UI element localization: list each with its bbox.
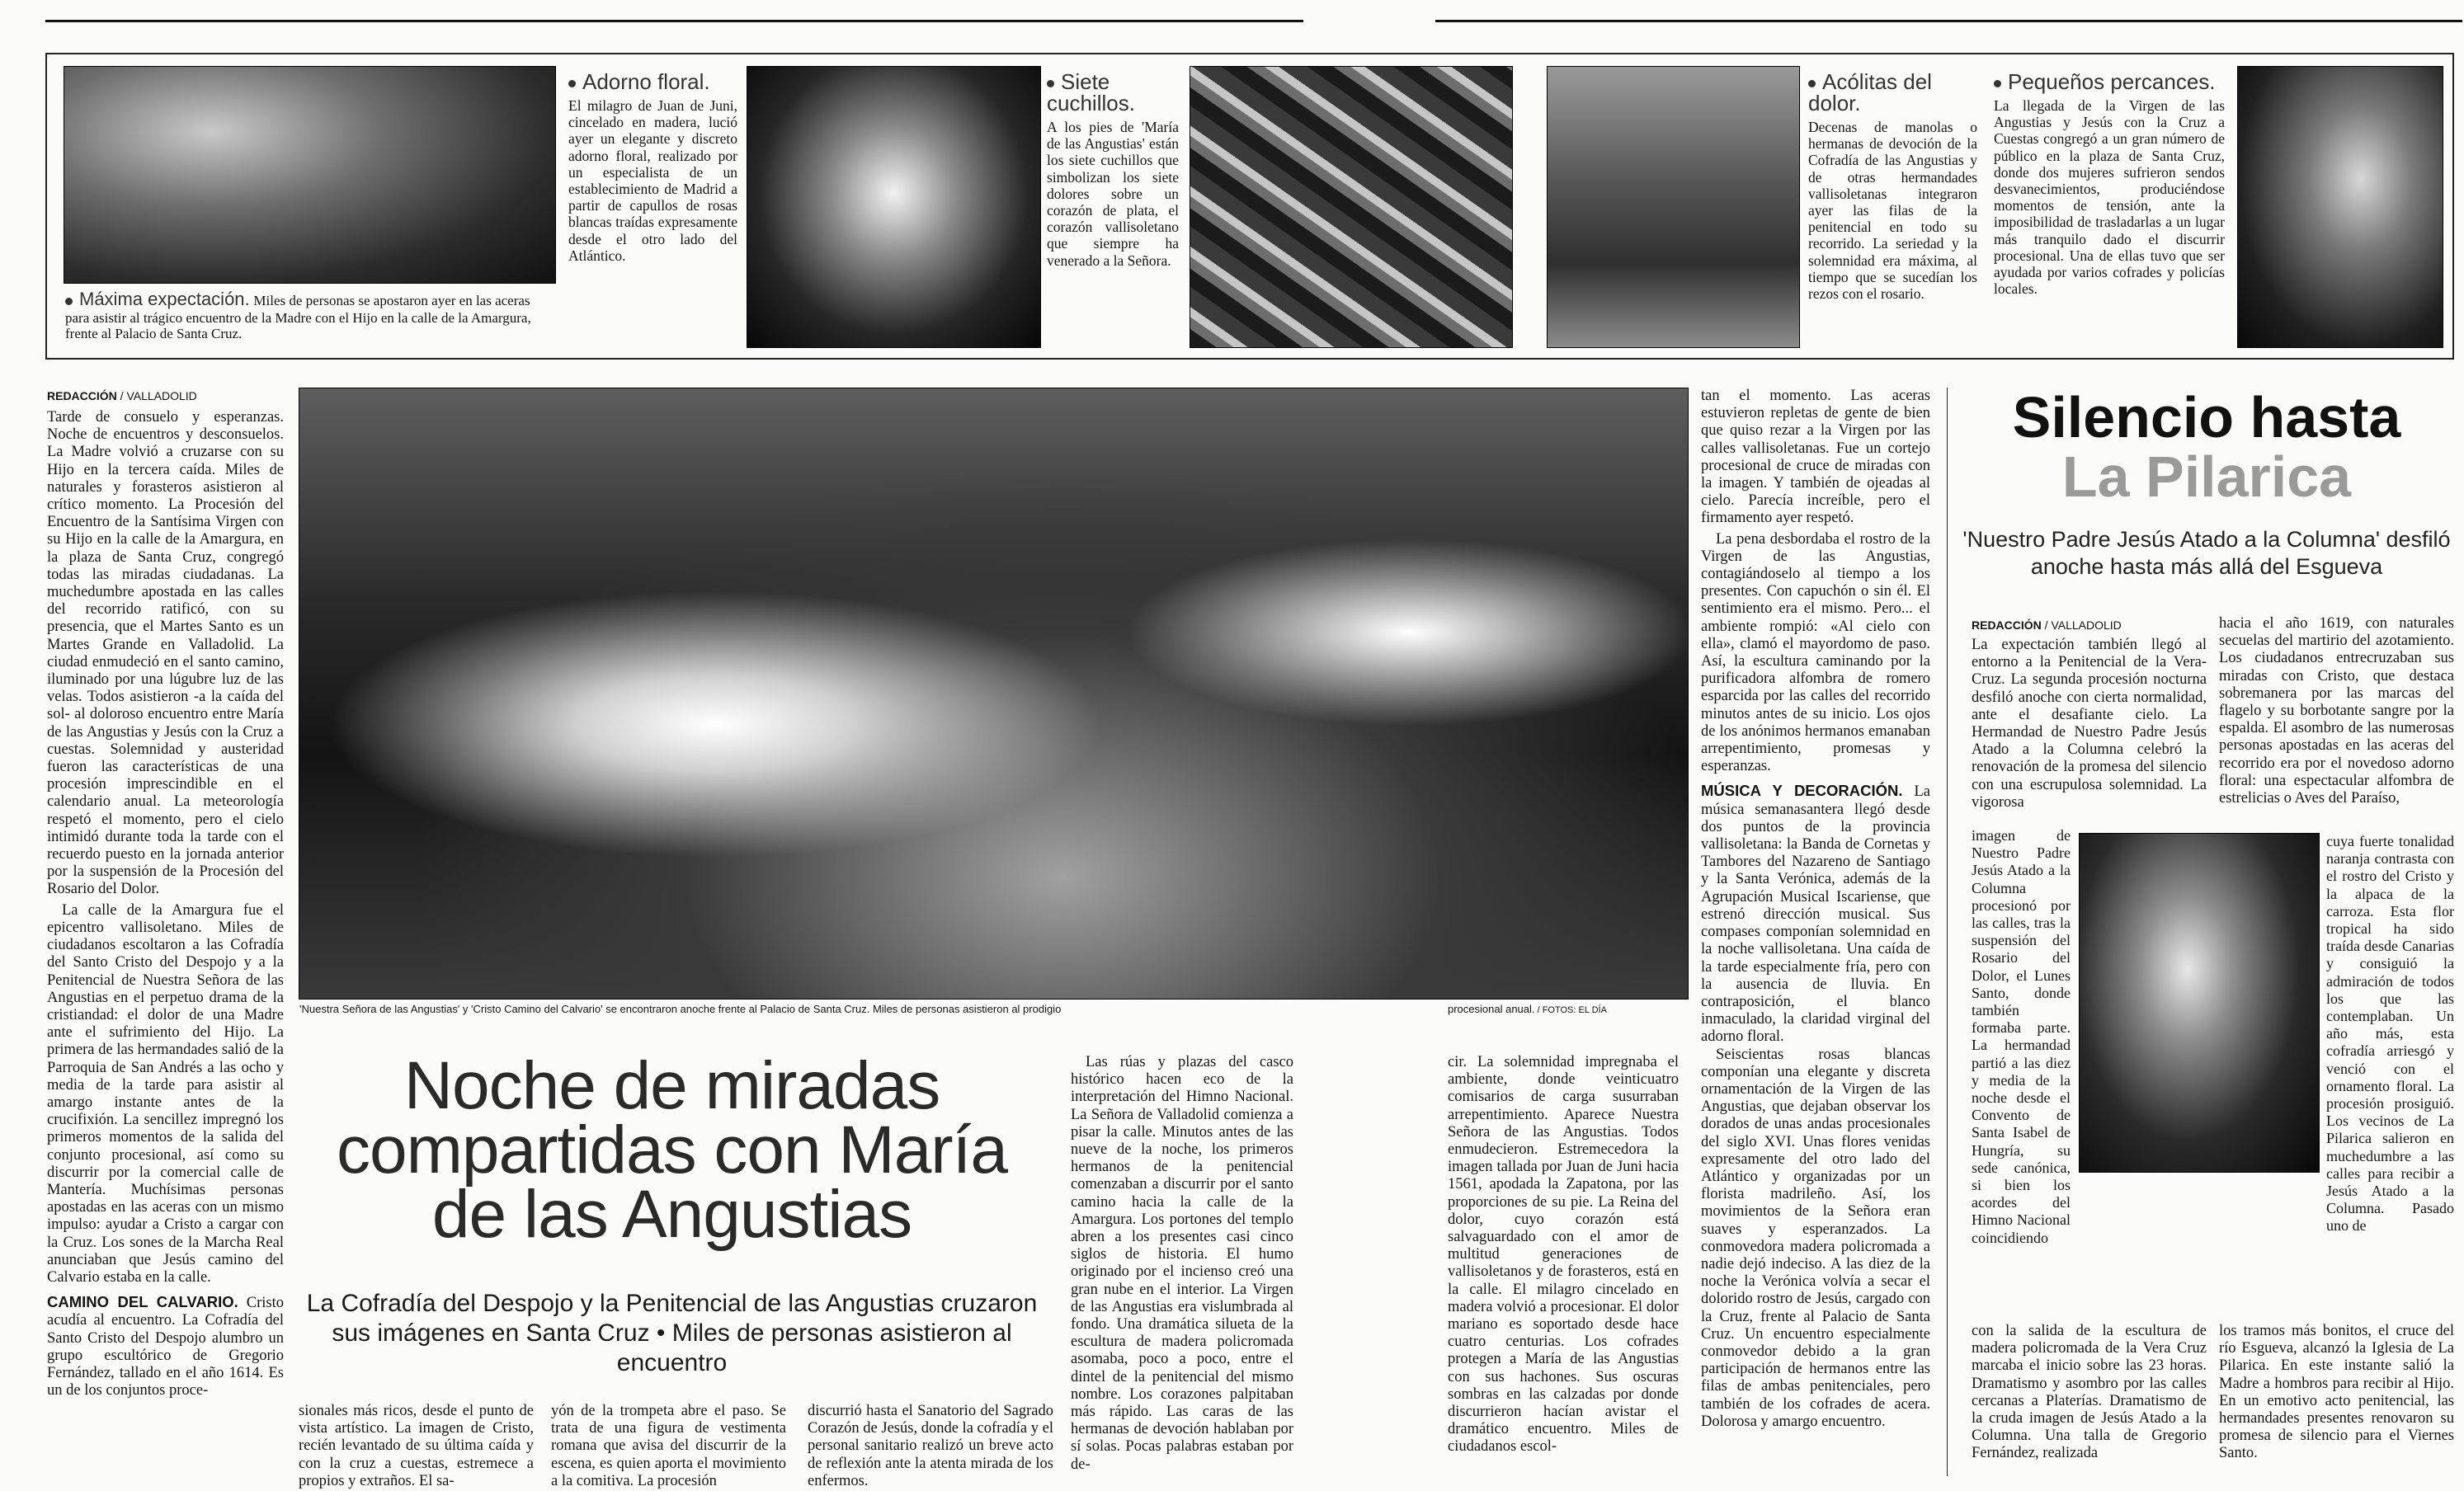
side-col2-bottom: los tramos más bonitos, el cruce del río Esgueva, alcanzó la Iglesia de La Pilarica. En este instante salió la Madre a hombros para recibir al Hijo. En un emotivo acto penitencial, las hermandades presentes renovaron su promesa de silencio para el Viernes Santo. [2219,1323,2454,1462]
main-photo [299,388,1689,999]
police-photo [2237,66,2443,348]
main-subheadline: La Cofradía del Despojo y la Penitencial de las Angustias cruzaron sus imágenes en Santa Cruz • Miles de personas asistieron al encuentro [306,1290,1038,1376]
main-col5-musica: MÚSICA Y DECORACIÓN. La música semanasantera llegó desde dos puntos de la provincia vallisoletana: la Banda de Cornetas y Tambores del Nazareno de Santiago y la Santa Verónica, además de la Agrupación Musical Iscariense, que estrenó dirección musical. Sus compases componían solemnidad en la noche vallisoletana. Una caída de la tarde especialmente fría, pero con la ausencia de lluvia. En contraposición, el blanco inmaculado, la claridad virginal del adorno floral. [1701,782,1931,1046]
photo-strip [45,53,2454,360]
main-col-mid-a: Las rúas y plazas del casco histórico hacen eco de la interpretación del Himno Nacional. La Señora de Valladolid comienza a pisar la calle. Minutos antes de las nueve de la noche, los primeros hermanos de la penitencial comenzaban a discurrir por el santo camino hacia la calle de la Amargura. Los portones del templo abren a los presentes casi cinco siglos de historia. El humo originado por el incienso creó una gran nube en el interior. La Virgen de las Angustias era vislumbrada al fondo. Una dramática silueta de la escultura de madera policromada asomaba, poco a poco, entre el dintel de la penitencial del mismo nombre. Los corazones palpitaban más rápido. Las caras de las hermanas de devoción hablaban por sí solas. Pocas palabras estaban por de- [1071,1054,1293,1473]
bullet-icon [1047,80,1054,87]
adorno-text: El milagro de Juan de Juni, cincelado en madera, lució ayer un elegante y discreto adorno floral, realizado por un especialista de un establecimiento de Madrid a partir de capullos de rosas blancas traídas expresamente desde el otro lado del Atlántico. [568,97,737,264]
main-col-mid [1071,1054,1293,1474]
knives-photo [1190,66,1513,348]
percances-title: Pequeños percances. [1994,71,2225,92]
percances-text: La llegada de la Virgen de las Angustias y Jesús con la Cruz a Cuestas congregó a un gran número de público en la plaza de Santa Cruz, donde dos mujeres sufrieron sendos desvanecimientos, produciéndose momentos de tensión, ante la imposibilidad de trasladarlas a un lugar más tranquilo dado el discurrir procesional. Una de ellas tuvo que ser ayudada por varios cofrades y policías locales. [1994,97,2225,298]
main-bottom-col1: sionales más ricos, desde el punto de vista artístico. La imagen de Cristo, recién levantado de su última caída y con la cruz a cuestas, estremece a propios y extraños. El sa- [299,1403,534,1489]
side-col1 [1972,637,2207,811]
side-title-line1: Silencio hasta [2012,385,2401,449]
siete-text: A los pies de 'María de las Angustias' están los siete cuchillos que simbolizan los siete dolores sobre un corazón de plata, el corazón vallisoletano que siempre ha venerado a la Señora. [1047,119,1179,269]
side-col1-top: La expectación también llegó al entorno a la Penitencial de la Vera-Cruz. La segunda procesión nocturna desfiló anoche con cierta normalidad, ante el desafiante cielo. La Hermandad de Nuestro Padre Jesús Atado a la Columna celebró la renovación de la promesa del silencio con una escrupulosa solemnidad. La vigorosa [1972,637,2207,811]
top-rule-left [45,20,1303,22]
crowd-caption [65,289,556,341]
top-rule-right [1435,20,2462,22]
main-col1-p2: La calle de la Amargura fue el epicentro vallisoletano. Miles de ciudadanos escoltaron a las Cofradía del Santo Cristo del Despojo y a la Penitencial de Nuestra Señora de las Angustias en el perpetuo drama de la cristiandad: el dolor de una Madre ante el sufrimiento del Hijo. La primera de las hermandades salió de la Parroquia de San Andrés a las ocho y media de la tarde para asistir al amargo instante antes de la crucifixión. La sencillez impregnó los primeros momentos de la salida del conjunto procesional, así como su discurrir por la comercial calle de Mantería. Muchísimas personas apostadas en las aceras con un mismo impulso: ayudar a Cristo a cargar con la Cruz. Los sones de la Marcha Real anunciaban que Jesús camino del Calvario estaba en la calle. [47,901,284,1286]
main-col1-p3: CAMINO DEL CALVARIO. Cristo acudía al encuentro. La Cofradía del Santo Cristo del Despojo alumbro un grupo escultórico de Gregorio Fernández, tallado en el año 1614. Es un de los conjuntos proce- [47,1293,284,1399]
main-bottom-col2: yón de la trompeta abre el paso. Se trata de una figura de vestimenta romana que avisa del discurrir de la escena, es quien aporta el movimiento a la comitiva. La procesión [551,1403,786,1489]
crowd-photo [64,66,556,284]
crowd-caption-title: Máxima expectación. [79,289,250,309]
bullet-icon [1994,80,2001,87]
photo-credit: / FOTOS: EL DÍA [1534,1005,1607,1015]
acolitas-title: Acólitas del dolor. [1808,69,1932,115]
bullet-icon [1808,80,1816,87]
acolitas-photo [1547,66,1800,348]
side-subtitle: 'Nuestro Padre Jesús Atado a la Columna' desfiló anoche hasta más allá del Esgueva [1962,527,2451,579]
virgin-photo [747,66,1041,348]
side-title-line2: La Pilarica [2061,444,2352,509]
bullet-icon [65,298,73,305]
side-photo [2079,833,2320,1173]
adorno-title: Adorno floral. [568,71,737,92]
side-col2-top: hacia el año 1619, con naturales secuelas del martirio del azotamiento. Los ciudadanos entrecruzaban sus miradas con Cristo, que destaca sobremanera por las marcas del flagelo y su borbotante sangre por la espalda. El asombro de las numerosas personas apostadas en las aceras del recorrido era por el novedoso adorno floral: una espectacular alfombra de estrelicias o Aves del Paraíso, [2219,615,2454,807]
acolitas-text: Decenas de manolas o hermanas de devoción de la Cofradía de las Angustias y de otras hermandades vallisoletanas integraron ayer las filas de la penitencial en todo su recorrido. La seriedad y la solemnidad era máxima, al tiempo que se sucedían los rezos con el rosario. [1808,119,1977,303]
main-col5-c: Seiscientas rosas blancas componían una elegante y discreta ornamentación de la Virgen de las Angustias, que dejaban observar los dorados de unas andas procesionales del siglo XVI. Unas flores venidas expresamente del otro lado del Atlántico y organizadas por un florista madrileño. Así, los movimientos de la Señora eran suaves y esperanzados. La conmovedora madera policromada a nadie dejó indeciso. A las diez de la noche la Verónica volvía a secar el dolorido rostro de Jesús, cargado con la Cruz, frente al Palacio de Santa Cruz. Un encuentro especialmente conmovedor debido a la gran participación de hermanos entre las filas de ambas penitenciales, pero también de los cofrades de acera. Dolorosa y amargo encuentro. [1701,1046,1930,1430]
adorno-block [568,71,737,264]
side-article [1959,385,2454,581]
main-byline: REDACCIÓN / VALLADOLID [47,389,197,402]
side-narrow-col: imagen de Nuestro Padre Jesús Atado a la Columna procesionó por las calles, tras la suspensión del Rosario del Dolor, el Lunes Santo, donde también formaba parte. La hermandad partió a las diez y media de la noche desde el Convento de Santa Isabel de Hungría, su sede canónica, si bien los acordes del Himno Nacional coincidiendo [1972,827,2071,1246]
main-col4 [1448,1054,1679,1456]
main-col-mid-b: discurrió hasta el Sanatorio del Sagrado Corazón de Jesús, donde la cofradía y el personal sanitario realizó un breve acto de reflexión ante la atenta mirada de los enfermos. [808,1403,1053,1489]
main-col4-bottom: cir. La solemnidad impregnaba el ambiente, donde veinticuatro comisarios de carga susurraban arrepentimiento. Aparece Nuestra Señora de las Angustias. Todos enmudecieron. Estremecedora la imagen tallada por Juan de Juni hacia 1561, apodada la Zapatona, por las proporciones de su pie. La Reina del dolor, cuyo corazón está salvaguardado con el amor de multitud generaciones de vallisoletanos y de forasteros, está en la calle. El milagro cincelado en madera volvió a procesionar. El dolor mariano es soportado desde hace cuatro centurias. Los cofrades protegen a María de las Angustias con sus hachones. Sus oscuras sombras en las calzadas por donde discurrieron hacían avistar el dramático encuentro. Miles de ciudadanos escol- [1448,1054,1679,1456]
main-photo-caption: 'Nuestra Señora de las Angustias' y 'Cristo Camino del Calvario' se encontraron anoche frente al Palacio de Santa Cruz. Miles de personas asistieron al prodigio [299,1003,1062,1015]
main-col5 [1701,388,1930,1431]
percances-block [1994,71,2225,297]
bullet-icon [568,80,576,87]
main-col5-p2: La pena desbordaba el rostro de la Virgen de las Angustias, contagiándoselo al tiempo a los presentes. Con capuchón o sin él. El sentimiento era el mismo. Pero... el ambiente rompió: «Al cielo con ella», clamó el mayordomo de paso. Así, la escultura caminando por la purificadora alfombra de romero esparcida por las calles del recorrido minutos antes de su inicio. Los ojos de los anónimos hermanos emanaban arrepentimiento, promesas y esperanzas. [1701,530,1930,775]
siete-title: Siete cuchillos. [1047,69,1135,115]
crowd-caption-text: Miles de personas se apostaron ayer en las aceras para asistir al trágico encuentro de la Madre con el Hijo en la calle de la Amargura, frente al Palacio de Santa Cruz. [65,293,531,341]
column-divider [1947,388,1948,1476]
acolitas-block [1808,71,1977,302]
side-col2-narrow: cuya fuerte tonalidad naranja contrasta con el rostro del Cristo y la alpaca de la carroza. Esta flor tropical ha sido traída desde Canarias y consiguió la admiración de todos los que las contemplaban. Un año más, esta cofradía arriesgó y venció con el ornamento floral. La procesión prosiguió. Los vecinos de La Pilarica salieron en muchedumbre a las calles para recibir a Jesús Atado a la Columna. Pasado uno de [2326,833,2454,1235]
side-byline: REDACCIÓN / VALLADOLID [1972,619,2122,632]
siete-block [1047,71,1179,269]
main-col1 [47,409,284,1399]
main-col5-top: tan el momento. Las aceras estuvieron repletas de gente de bien que quiso rezar a la Virgen por las calles vallisoletanas. Fue un cortejo procesional de cruce de miradas con la imagen. Y también de ojeadas al cielo. Parecía increíble, pero el firmamento ayer respetó. [1701,388,1930,527]
main-col1-p1: Tarde de consuelo y esperanzas. Noche de encuentros y desconsuelos. La Madre volvió a cruzarse con su Hijo en la tercera caída. Miles de naturales y forasteros asistieron al crítico momento. La Procesión del Encuentro de la Santísima Virgen con su Hijo en la calle de la Amargura, en la plaza de Santa Cruz, congregó todas las miradas ciudadanas. La muchedumbre apostada en las calles del recorrido ratificó, con su presencia, que el Martes Santo es un Martes Grande en Valladolid. La ciudad enmudeció en el santo camino, iluminado por una lúgubre luz de las velas. Todos asistieron -a la caída del sol- al doloroso encuentro entre María de las Angustias y Jesús con la Cruz a cuestas. Solemnidad y austeridad fueron las características de una procesión imprescindible en el calendario anual. La meteorología respetó el momento, pero el cielo intimidó durante toda la tarde con el recuerdo puesto en la jornada anterior por la suspensión de la Procesión del Rosario del Dolor. [47,409,284,898]
main-photo-caption-cont: procesional anual. / FOTOS: EL DÍA [1448,1003,1607,1015]
side-col1-bottom: con la salida de la escultura de madera policromada de la Vera Cruz marcaba el inicio sobre las 23 horas. Dramatismo y asombro por las calles cercanas a Platerías. Dramatismo de la cruda imagen de Jesús Atado a la Columna. Una talla de Gregorio Fernández, realizada [1972,1323,2207,1462]
main-headline: Noche de miradas compartidas con María de las Angustias [336,1048,1007,1252]
